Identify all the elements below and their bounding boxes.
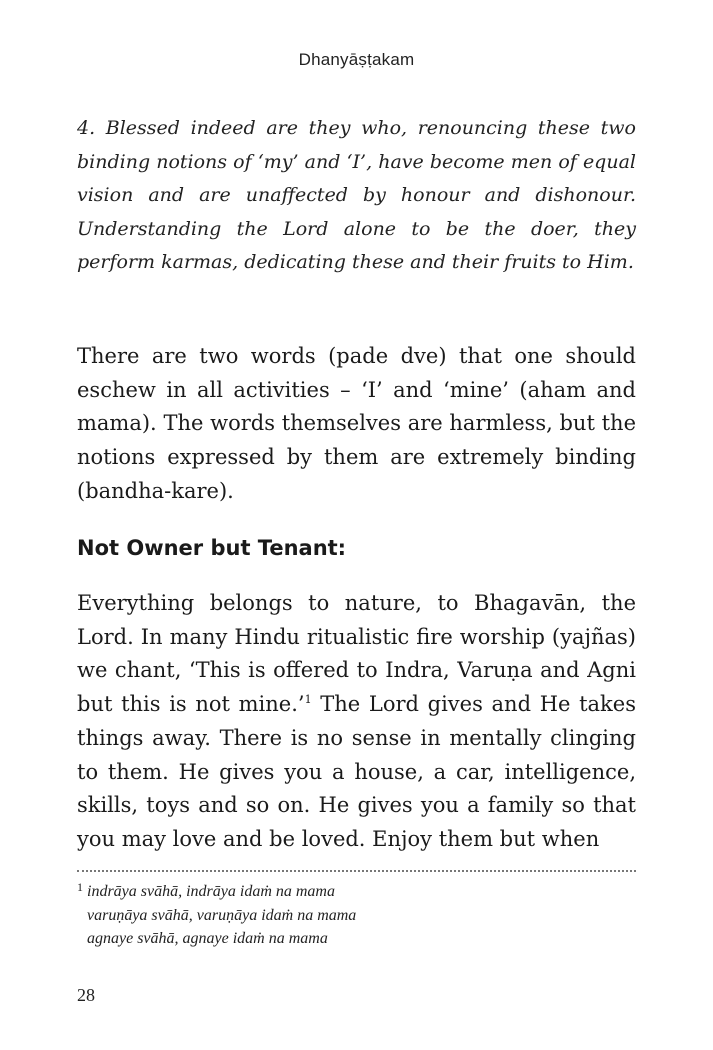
paragraph-2-text-end: The Lord gives and He takes things away. There is no sense in mentally clinging to them. He gives you a house, a car, intelligence, skills, toys and so on. He gives you a family so that you may love and be loved. Enjoy them but when [77,692,636,851]
body-paragraph-1: There are two words (pade dve) that one should eschew in all activities – ‘I’ and ‘mine’ (aham and mama). The words themselves are harmless, but the notions expressed by them are extremely binding (bandha-kare). [77,344,636,503]
running-head: Dhanyāṣṭakam [298,50,415,69]
section-heading: Not Owner but Tenant: [77,536,347,560]
footnote-line-2: varuṇāya svāhā, varuṇāya idaṁ na mama [87,907,357,924]
footnote-line-3: agnaye svāhā, agnaye idaṁ na mama [87,930,328,947]
paragraph-2-text-start: Everything belongs to nature, to Bhagavān, the Lord. In many Hindu ritualistic fire worship (yajñas) we chant, ‘This is offered to Indra, Varuṇa and Agni but this is not mine.’ [77,591,636,717]
footnote-line-1: indrāya svāhā, indrāya idaṁ na mama [87,883,335,900]
footnote [77,880,636,950]
page-number: 28 [77,985,95,1005]
footnote-number: 1 [77,880,83,894]
body-paragraph-2 [77,587,636,857]
footnote-divider [77,870,636,872]
footnote-reference[interactable]: 1 [304,693,312,707]
verse-translation: 4. Blessed indeed are they who, renouncing these two binding notions of ‘my’ and ‘I’, have become men of equal vision and are unaffected by honour and dishonour. Understanding the Lord alone to be the doer, they perform karmas, dedicating these and their fruits to Him. [77,117,636,273]
